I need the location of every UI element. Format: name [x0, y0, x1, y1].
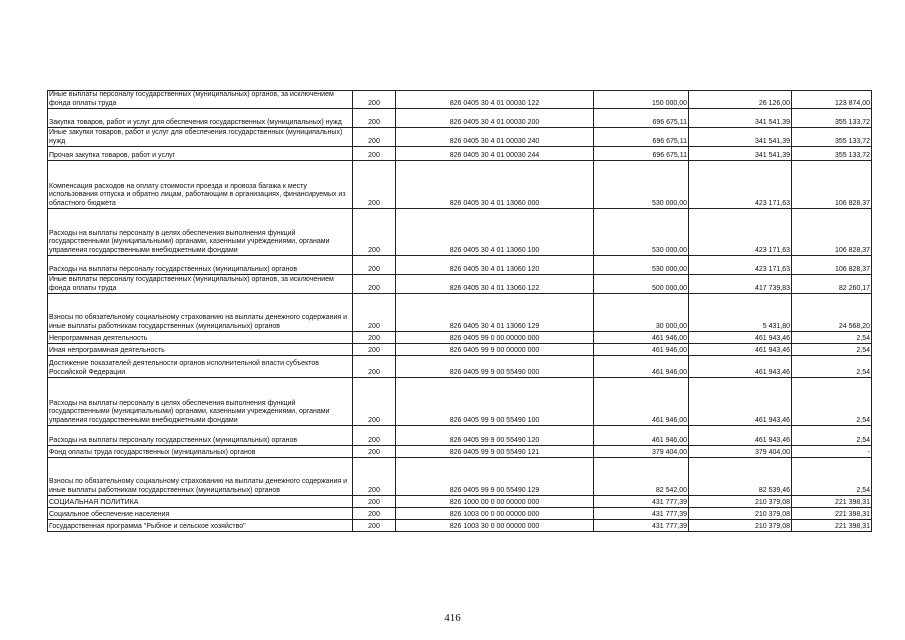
row-plan-cell: 461 946,00 [594, 356, 689, 378]
row-plan-cell: 530 000,00 [594, 209, 689, 256]
table-row [48, 356, 872, 378]
row-name-cell: Достижение показателей деятельности органов исполнительной власти субъектов Российской Федерации [48, 356, 353, 378]
row-executed-cell: 341 541,39 [689, 109, 792, 128]
row-plan-cell: 696 675,11 [594, 147, 689, 161]
table-row [48, 446, 872, 458]
row-plan-cell: 461 946,00 [594, 378, 689, 426]
page-number: 416 [444, 612, 461, 624]
row-name-cell: Непрограммная деятельность [48, 332, 353, 344]
row-executed-cell: 461 943,46 [689, 356, 792, 378]
row-name-cell: Расходы на выплаты персоналу государственных (муниципальных) органов [48, 426, 353, 446]
row-kbk-cell: 826 1000 00 0 00 00000 000 [396, 496, 594, 508]
row-executed-cell: 461 943,46 [689, 344, 792, 356]
row-kbk-cell: 826 0405 30 4 01 00030 200 [396, 109, 594, 128]
row-kbk-cell: 826 0405 30 4 01 13060 129 [396, 294, 594, 332]
row-plan-cell: 461 946,00 [594, 344, 689, 356]
row-plan-cell: 500 000,00 [594, 275, 689, 294]
row-kbk-cell: 826 0405 99 9 00 55490 120 [396, 426, 594, 446]
row-executed-cell: 26 126,00 [689, 91, 792, 109]
row-executed-cell: 461 943,46 [689, 378, 792, 426]
row-name-cell: СОЦИАЛЬНАЯ ПОЛИТИКА [48, 496, 353, 508]
table-row [48, 520, 872, 532]
table-row [48, 161, 872, 209]
budget-sheet [47, 90, 870, 532]
row-kbk-cell: 826 0405 99 9 00 00000 000 [396, 344, 594, 356]
row-executed-cell: 341 541,39 [689, 147, 792, 161]
row-kbk-cell: 826 0405 30 4 01 00030 122 [396, 91, 594, 109]
row-code-cell: 200 [353, 91, 396, 109]
row-plan-cell: 82 542,00 [594, 458, 689, 496]
row-plan-cell: 431 777,39 [594, 508, 689, 520]
row-name-cell: Расходы на выплаты персоналу государственных (муниципальных) органов [48, 256, 353, 275]
row-name-cell: Иные выплаты персоналу государственных (муниципальных) органов, за исключением фонда оплаты труда [48, 91, 353, 109]
row-code-cell: 200 [353, 356, 396, 378]
row-kbk-cell: 826 1003 30 0 00 00000 000 [396, 520, 594, 532]
row-code-cell: 200 [353, 446, 396, 458]
row-plan-cell: 696 675,11 [594, 128, 689, 147]
table-row [48, 332, 872, 344]
row-kbk-cell: 826 0405 99 9 00 55490 121 [396, 446, 594, 458]
row-executed-cell: 379 404,00 [689, 446, 792, 458]
row-kbk-cell: 826 1003 00 0 00 00000 000 [396, 508, 594, 520]
row-kbk-cell: 826 0405 30 4 01 13060 100 [396, 209, 594, 256]
row-remainder-cell: 221 398,31 [792, 520, 872, 532]
row-kbk-cell: 826 0405 30 4 01 13060 120 [396, 256, 594, 275]
row-kbk-cell: 826 0405 30 4 01 13060 122 [396, 275, 594, 294]
row-code-cell: 200 [353, 256, 396, 275]
row-plan-cell: 461 946,00 [594, 426, 689, 446]
row-plan-cell: 696 675,11 [594, 109, 689, 128]
row-name-cell: Прочая закупка товаров, работ и услуг [48, 147, 353, 161]
row-code-cell: 200 [353, 147, 396, 161]
row-code-cell: 200 [353, 458, 396, 496]
table-row [48, 275, 872, 294]
row-remainder-cell: 2,54 [792, 426, 872, 446]
row-name-cell: Социальное обеспечение населения [48, 508, 353, 520]
budget-table [47, 90, 872, 532]
row-executed-cell: 423 171,63 [689, 256, 792, 275]
table-row [48, 128, 872, 147]
row-remainder-cell: 2,54 [792, 356, 872, 378]
row-remainder-cell: 355 133,72 [792, 147, 872, 161]
row-remainder-cell: 2,54 [792, 458, 872, 496]
row-code-cell: 200 [353, 294, 396, 332]
row-executed-cell: 5 431,80 [689, 294, 792, 332]
row-name-cell: Иные закупки товаров, работ и услуг для обеспечения государственных (муниципальных) нужд [48, 128, 353, 147]
row-name-cell: Государственная программа "Рыбное и сельское хозяйство" [48, 520, 353, 532]
row-remainder-cell: 2,54 [792, 378, 872, 426]
table-row [48, 458, 872, 496]
row-code-cell: 200 [353, 378, 396, 426]
row-code-cell: 200 [353, 275, 396, 294]
row-remainder-cell: - [792, 446, 872, 458]
row-plan-cell: 150 000,00 [594, 91, 689, 109]
table-row [48, 496, 872, 508]
table-row [48, 91, 872, 109]
row-name-cell: Иная непрограммная деятельность [48, 344, 353, 356]
budget-table-body [48, 91, 872, 532]
row-code-cell: 200 [353, 520, 396, 532]
row-plan-cell: 461 946,00 [594, 332, 689, 344]
row-remainder-cell: 123 874,00 [792, 91, 872, 109]
table-row [48, 209, 872, 256]
row-executed-cell: 210 379,08 [689, 496, 792, 508]
row-executed-cell: 461 943,46 [689, 426, 792, 446]
row-remainder-cell: 2,54 [792, 332, 872, 344]
row-plan-cell: 530 000,00 [594, 161, 689, 209]
table-row [48, 294, 872, 332]
row-executed-cell: 423 171,63 [689, 161, 792, 209]
row-code-cell: 200 [353, 508, 396, 520]
row-name-cell: Закупка товаров, работ и услуг для обеспечения государственных (муниципальных) нужд [48, 109, 353, 128]
row-name-cell: Иные выплаты персоналу государственных (муниципальных) органов, за исключением фонда оплаты труда [48, 275, 353, 294]
row-code-cell: 200 [353, 161, 396, 209]
table-row [48, 426, 872, 446]
row-executed-cell: 417 739,83 [689, 275, 792, 294]
row-executed-cell: 210 379,08 [689, 508, 792, 520]
row-plan-cell: 530 000,00 [594, 256, 689, 275]
row-kbk-cell: 826 0405 99 0 00 00000 000 [396, 332, 594, 344]
row-code-cell: 200 [353, 128, 396, 147]
row-remainder-cell: 355 133,72 [792, 109, 872, 128]
row-name-cell: Расходы на выплаты персоналу в целях обеспечения выполнения функций государственными (муниципальными) органами, казенными учреждениями, органами управления государственными внебюджетными фондами [48, 378, 353, 426]
row-remainder-cell: 221 398,31 [792, 508, 872, 520]
table-row [48, 378, 872, 426]
table-row [48, 109, 872, 128]
row-remainder-cell: 355 133,72 [792, 128, 872, 147]
row-code-cell: 200 [353, 426, 396, 446]
row-remainder-cell: 106 828,37 [792, 209, 872, 256]
row-executed-cell: 461 943,46 [689, 332, 792, 344]
row-kbk-cell: 826 0405 99 9 00 55490 129 [396, 458, 594, 496]
table-row [48, 256, 872, 275]
table-row [48, 344, 872, 356]
row-executed-cell: 423 171,63 [689, 209, 792, 256]
row-code-cell: 200 [353, 496, 396, 508]
row-kbk-cell: 826 0405 99 9 00 55490 000 [396, 356, 594, 378]
row-executed-cell: 341 541,39 [689, 128, 792, 147]
row-name-cell: Компенсация расходов на оплату стоимости проезда и провоза багажа к месту использования отпуска и обратно лицам, работающим в организациях, финансируемых из областного бюджета [48, 161, 353, 209]
table-row [48, 508, 872, 520]
row-kbk-cell: 826 0405 30 4 01 00030 240 [396, 128, 594, 147]
row-kbk-cell: 826 0405 30 4 01 00030 244 [396, 147, 594, 161]
row-remainder-cell: 106 828,37 [792, 161, 872, 209]
row-remainder-cell: 82 260,17 [792, 275, 872, 294]
row-code-cell: 200 [353, 332, 396, 344]
row-executed-cell: 210 379,08 [689, 520, 792, 532]
row-remainder-cell: 221 398,31 [792, 496, 872, 508]
row-code-cell: 200 [353, 344, 396, 356]
row-executed-cell: 82 539,46 [689, 458, 792, 496]
row-remainder-cell: 106 828,37 [792, 256, 872, 275]
row-code-cell: 200 [353, 109, 396, 128]
table-row [48, 147, 872, 161]
row-kbk-cell: 826 0405 30 4 01 13060 000 [396, 161, 594, 209]
row-name-cell: Фонд оплаты труда государственных (муниципальных) органов [48, 446, 353, 458]
row-plan-cell: 30 000,00 [594, 294, 689, 332]
row-name-cell: Взносы по обязательному социальному страхованию на выплаты денежного содержания и иные выплаты работникам государственных (муниципальных) органов [48, 458, 353, 496]
row-plan-cell: 431 777,39 [594, 496, 689, 508]
row-remainder-cell: 2,54 [792, 344, 872, 356]
row-remainder-cell: 24 568,20 [792, 294, 872, 332]
row-plan-cell: 379 404,00 [594, 446, 689, 458]
row-name-cell: Расходы на выплаты персоналу в целях обеспечения выполнения функций государственными (муниципальными) органами, казенными учреждениями, органами управления государственными внебюджетными фондами [48, 209, 353, 256]
row-kbk-cell: 826 0405 99 9 00 55490 100 [396, 378, 594, 426]
row-plan-cell: 431 777,39 [594, 520, 689, 532]
row-code-cell: 200 [353, 209, 396, 256]
row-name-cell: Взносы по обязательному социальному страхованию на выплаты денежного содержания и иные выплаты работникам государственных (муниципальных) органов [48, 294, 353, 332]
